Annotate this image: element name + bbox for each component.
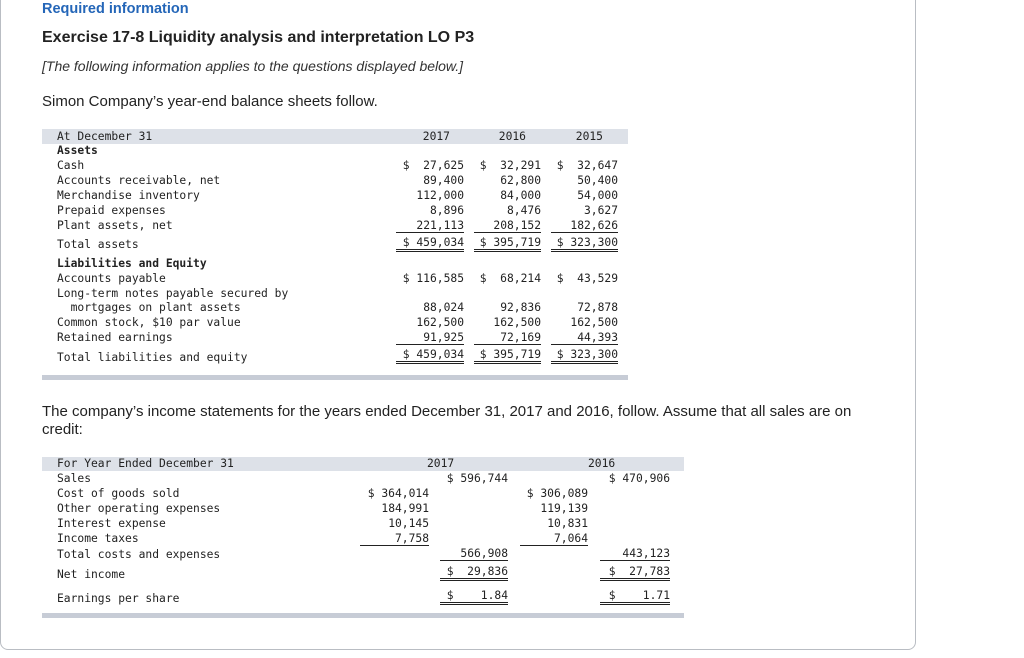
bs-cell: $ 32,647 [556,159,618,172]
bs-cell: 112,000 [416,189,464,202]
bs-row-label: Cash [57,159,85,172]
bs-cell: 88,024 [423,301,464,314]
is-cell: $ 27,783 [600,565,670,581]
bs-cell: $ 395,719 [474,348,541,364]
bs-cell: 162,500 [493,316,541,329]
is-cell: $ 364,014 [367,487,429,500]
income-statement-intro: The company’s income statements for the years ended December 31, 2017 and 2016, follow. Assume that all sales are on credit: [42,403,852,438]
bs-cell: 91,925 [396,331,464,345]
is-row-label: Interest expense [57,517,166,530]
is-row-label: Net income [57,568,126,581]
liabilities-heading: Liabilities and Equity [57,257,207,270]
bs-row-label: Accounts receivable, net [57,174,221,187]
bs-cell: 89,400 [423,174,464,187]
bs-cell: 84,000 [500,189,541,202]
bs-cell: $ 27,625 [402,159,464,172]
bs-row-label: Merchandise inventory [57,189,200,202]
bs-row-label: Total liabilities and equity [57,351,248,364]
bs-year-2015: 2015 [575,130,603,143]
bs-cell: 72,169 [474,331,541,345]
bs-cell: $ 68,214 [479,272,541,285]
exercise-title: Exercise 17-8 Liquidity analysis and interpretation LO P3 [42,29,475,46]
bs-row-label: Total assets [57,238,139,251]
is-cell: $ 1.71 [600,589,670,605]
is-row-label: Sales [57,472,92,485]
bs-cell: 54,000 [577,189,618,202]
is-header-label: For Year Ended December 31 [57,457,234,470]
is-cell: 10,831 [547,517,588,530]
assets-heading: Assets [57,144,98,157]
is-cell: 119,139 [540,502,588,515]
bs-cell: $ 323,300 [551,236,618,252]
is-year-2017: 2017 [427,457,455,470]
bs-cell: 92,836 [500,301,541,314]
is-cell: 7,064 [520,532,588,546]
is-row-label: Total costs and expenses [57,548,221,561]
is-cell: $ 1.84 [440,589,508,605]
is-cell: $ 29,836 [440,565,508,581]
bs-cell: $ 459,034 [396,348,464,364]
is-cell: 184,991 [381,502,429,515]
is-row-label: Cost of goods sold [57,487,180,500]
bs-cell: 3,627 [583,204,618,217]
balance-sheet-footer-bar [42,375,628,380]
is-cell: 10,145 [388,517,429,530]
bs-cell: 72,878 [577,301,618,314]
bs-cell: $ 323,300 [551,348,618,364]
bs-cell: 162,500 [416,316,464,329]
is-cell: 443,123 [600,547,670,561]
bs-row-label: Long-term notes payable secured by [57,287,289,300]
is-cell: $ 306,089 [526,487,588,500]
bs-cell: 8,896 [429,204,464,217]
bs-row-label: Plant assets, net [57,219,173,232]
instruction-note: [The following information applies to the questions displayed below.] [42,58,464,74]
bs-cell: $ 116,585 [402,272,464,285]
is-cell: $ 596,744 [446,472,508,485]
bs-header-label: At December 31 [57,130,153,143]
bs-cell: 182,626 [551,219,618,233]
bs-row-label: Accounts payable [57,272,166,285]
bs-cell: $ 43,529 [556,272,618,285]
bs-cell: 162,500 [570,316,618,329]
bs-cell: 62,800 [500,174,541,187]
is-row-label: Income taxes [57,532,139,545]
income-statement-footer-bar [42,613,684,618]
is-row-label: Earnings per share [57,592,180,605]
bs-cell: 44,393 [551,331,618,345]
bs-year-2016: 2016 [498,130,526,143]
balance-sheet-intro: Simon Company’s year-end balance sheets follow. [42,93,378,110]
bs-row-label-continued: mortgages on plant assets [57,301,241,314]
is-cell: 566,908 [440,547,508,561]
is-row-label: Other operating expenses [57,502,221,515]
bs-cell: $ 459,034 [396,236,464,252]
bs-year-2017: 2017 [422,130,450,143]
is-year-2016: 2016 [588,457,616,470]
bs-cell: 50,400 [577,174,618,187]
required-information-heading: Required information [42,1,189,17]
bs-row-label: Prepaid expenses [57,204,166,217]
is-cell: $ 470,906 [608,472,670,485]
is-cell: 7,758 [360,532,429,546]
bs-cell: 8,476 [506,204,541,217]
bs-cell: 221,113 [396,219,464,233]
bs-row-label: Retained earnings [57,331,173,344]
bs-cell: 208,152 [474,219,541,233]
bs-cell: $ 395,719 [474,236,541,252]
bs-cell: $ 32,291 [479,159,541,172]
bs-row-label: Common stock, $10 par value [57,316,241,329]
